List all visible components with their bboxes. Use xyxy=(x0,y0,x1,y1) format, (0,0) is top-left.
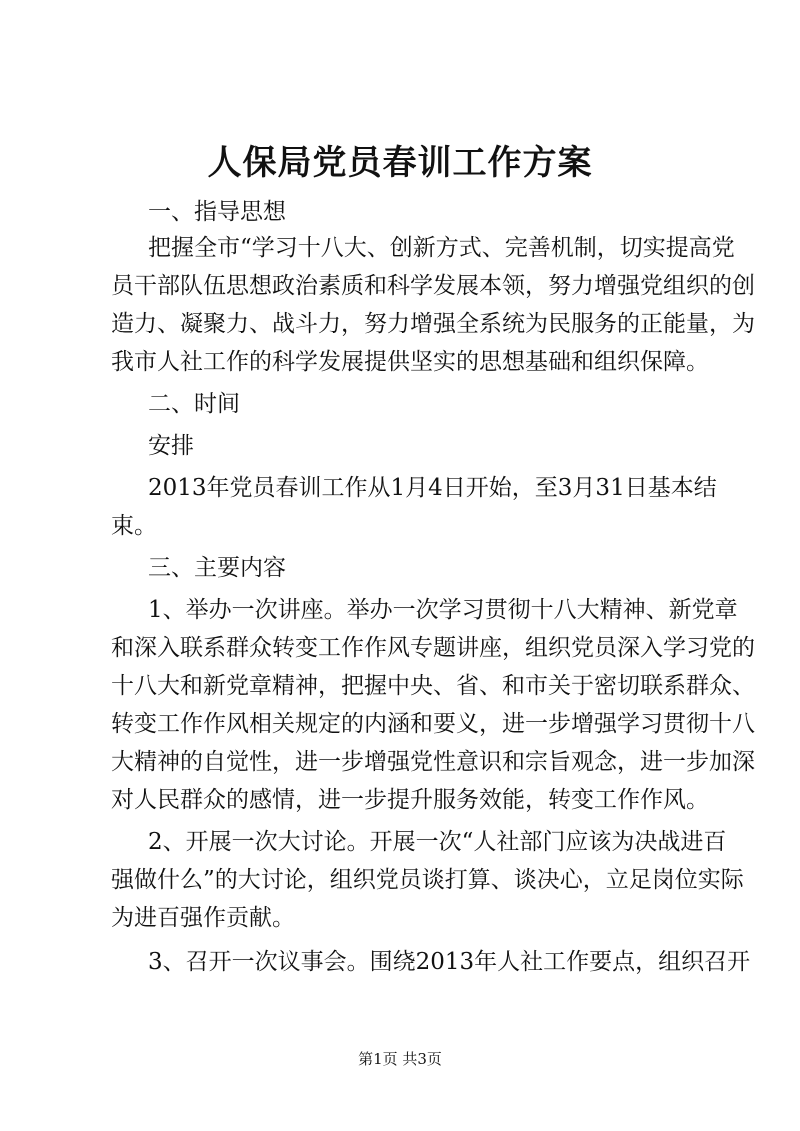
paragraph-line: 对人民群众的感情，进一步提升服务效能，转变工作作风。 xyxy=(111,787,709,813)
paragraph-line: 强做什么”的大讨论，组织党员谈打算、谈决心，立足岗位实际 xyxy=(111,867,744,893)
paragraph-line: 转变工作作风相关规定的内涵和要义，进一步增强学习贯彻十八 xyxy=(111,711,755,737)
section-heading-main-content: 三、主要内容 xyxy=(148,555,286,581)
paragraph-line: 员干部队伍思想政治素质和科学发展本领，努力增强党组织的创 xyxy=(111,273,755,299)
paragraph-line: 大精神的自觉性，进一步增强党性意识和宗旨观念，进一步加深 xyxy=(111,749,755,775)
section-heading-time: 二、时间 xyxy=(148,391,240,417)
page-number-footer: 第1页 共3页 xyxy=(358,1050,442,1068)
paragraph-line: 我市人社工作的科学发展提供坚实的思想基础和组织保障。 xyxy=(111,349,709,375)
paragraph-line: 束。 xyxy=(111,513,157,539)
paragraph-line: 2013年党员春训工作从1月4日开始，至3月31日基本结 xyxy=(148,475,717,501)
paragraph-line: 造力、凝聚力、战斗力，努力增强全系统为民服务的正能量，为 xyxy=(111,311,755,337)
paragraph-line: 为进百强作贡献。 xyxy=(111,905,295,931)
paragraph-line: 和深入联系群众转变工作作风专题讲座，组织党员深入学习党的 xyxy=(111,635,755,661)
paragraph-line: 把握全市“学习十八大、创新方式、完善机制，切实提高党 xyxy=(148,235,735,261)
page-title: 人保局党员春训工作方案 xyxy=(207,143,593,183)
section-heading-guiding-thought: 一、指导思想 xyxy=(148,199,286,225)
paragraph-line: 2、开展一次大讨论。开展一次“人社部门应该为决战进百 xyxy=(148,829,727,855)
paragraph-line: 安排 xyxy=(148,433,194,459)
paragraph-line: 十八大和新党章精神，把握中央、省、和市关于密切联系群众、 xyxy=(111,673,755,699)
paragraph-line: 3、召开一次议事会。围绕2013年人社工作要点，组织召开 xyxy=(148,949,751,975)
paragraph-line: 1、举办一次讲座。举办一次学习贯彻十八大精神、新党章 xyxy=(148,597,738,623)
